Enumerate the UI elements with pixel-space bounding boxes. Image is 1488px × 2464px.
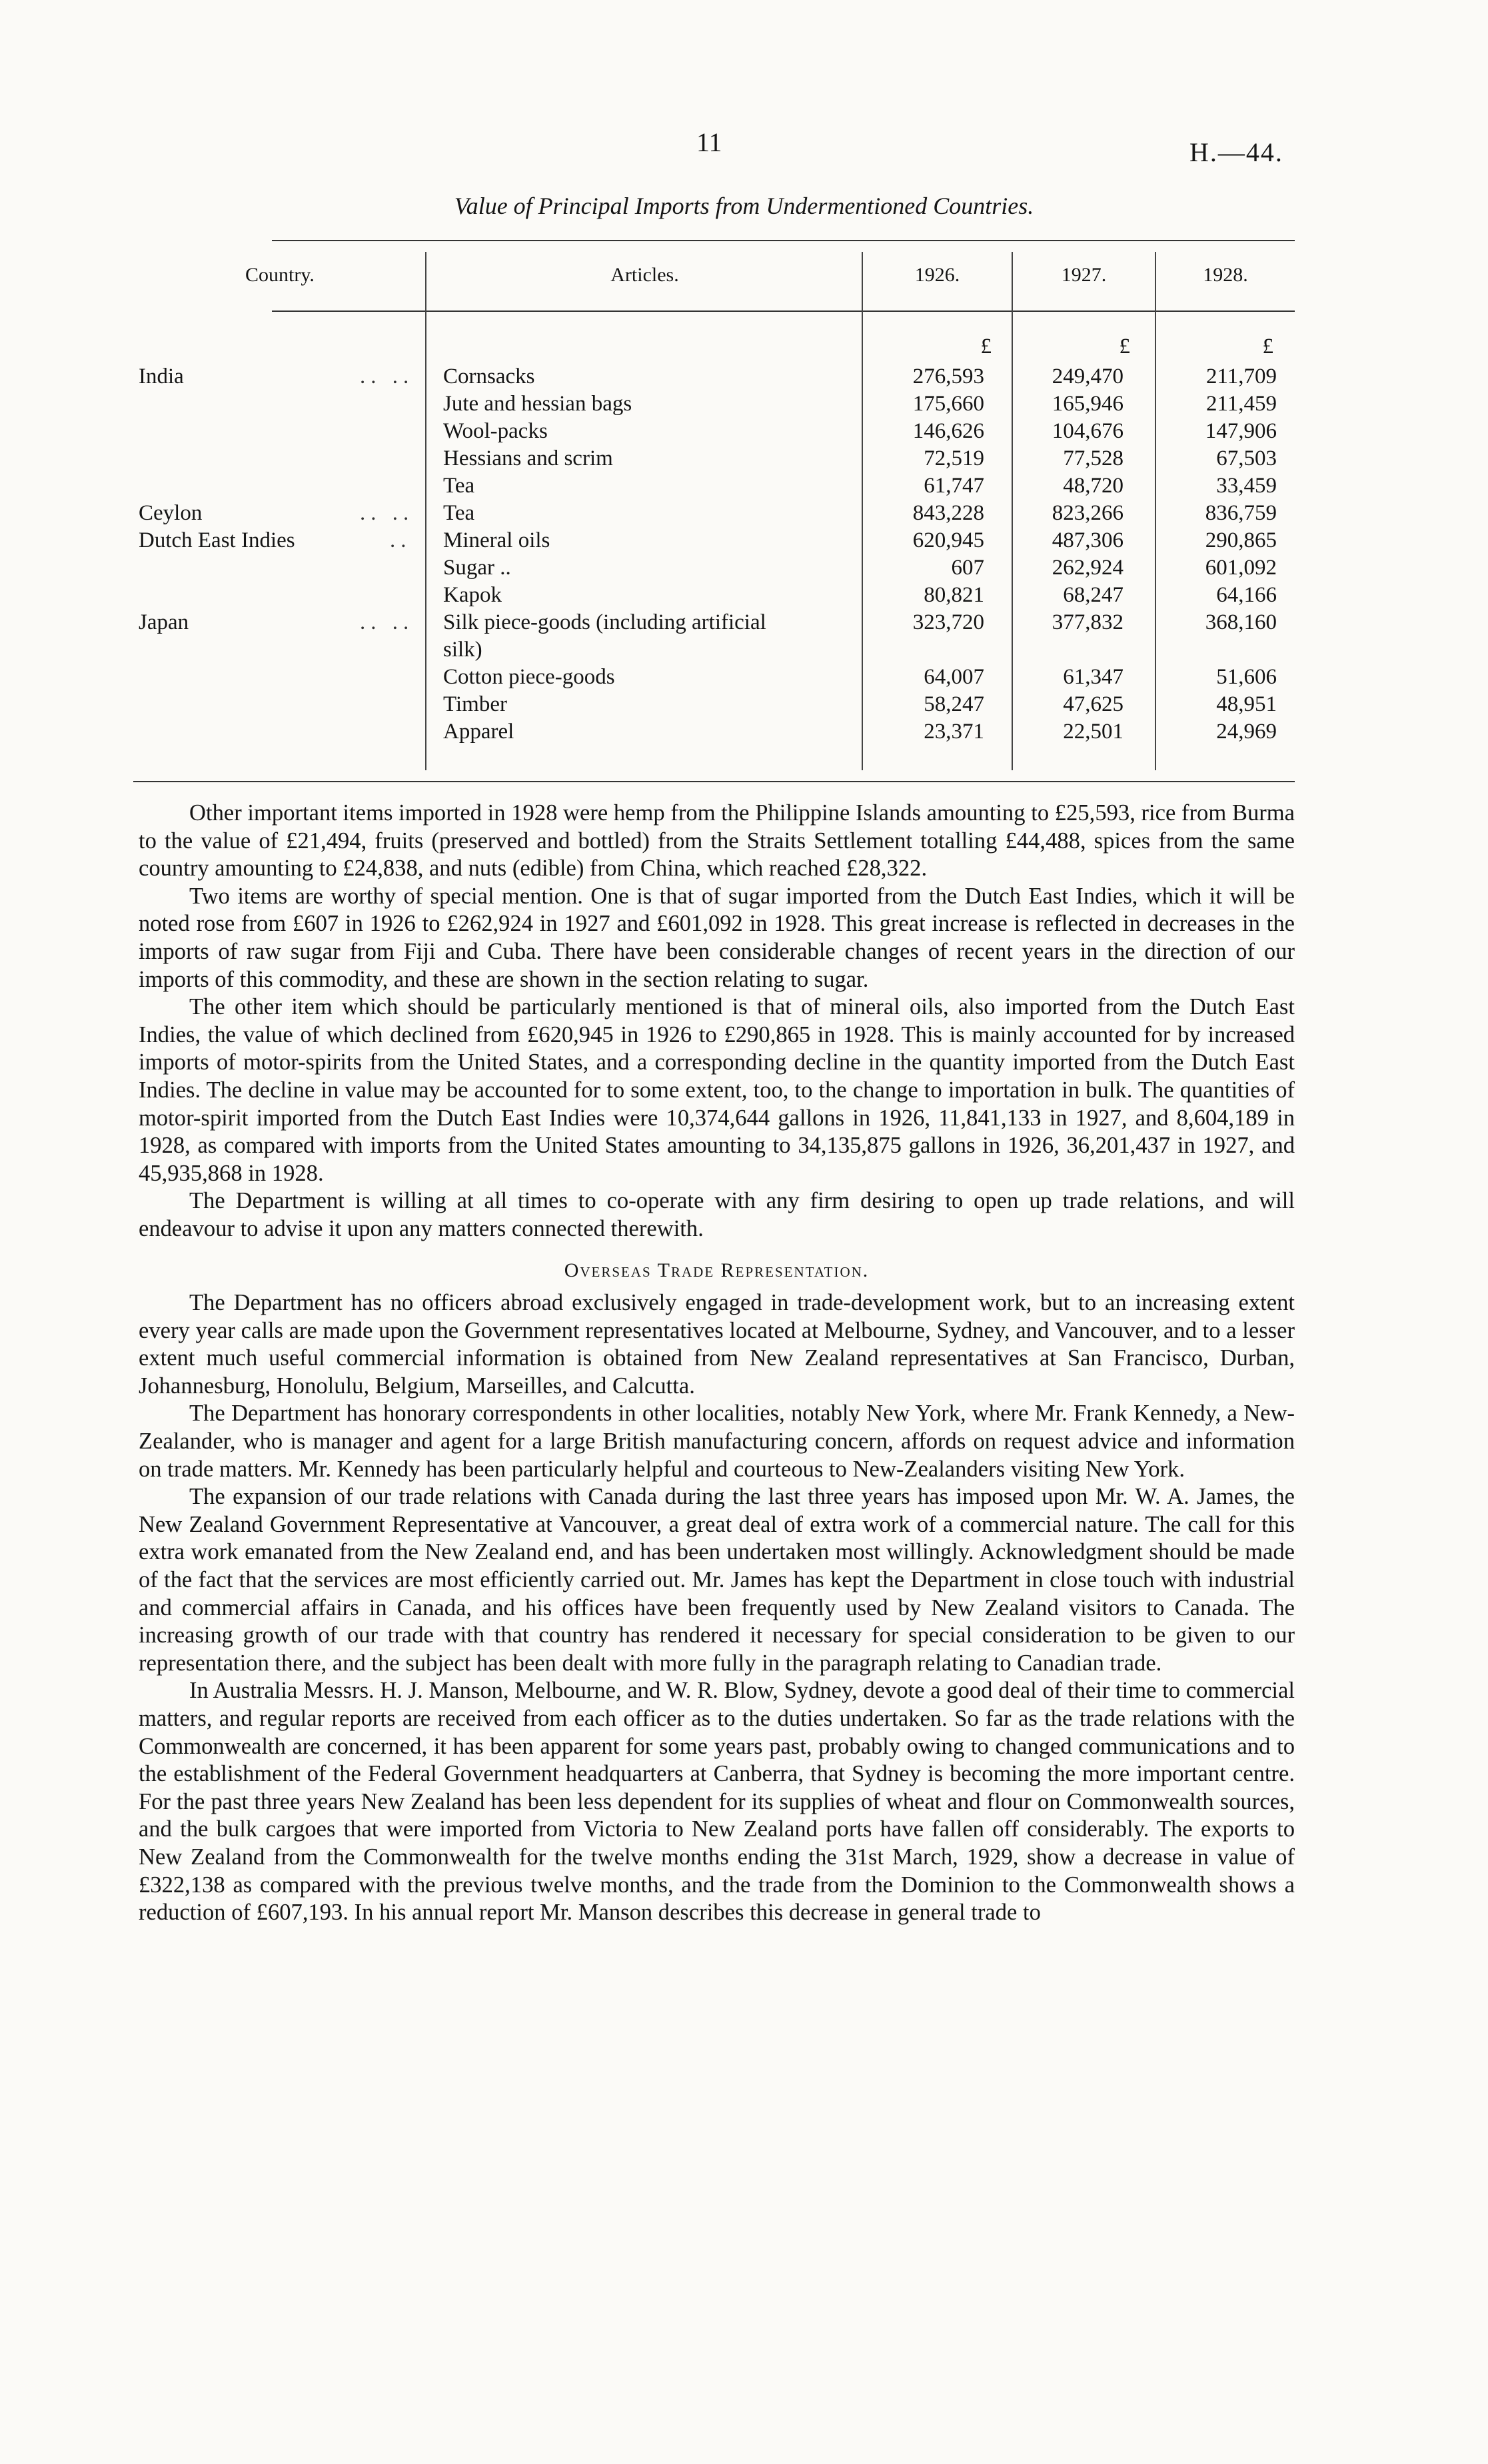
table-row-article: Kapok [443,583,502,607]
table-row-value-1927: 165,946 [1052,392,1123,416]
paragraph-canada: The expansion of our trade relations with Canada during the last three years has imposed upon Mr. W. A. James, the New Zealand Government Representative at Vancouver, a great deal of extra work of a commercial nature. The call for this extra work emanated from the New Zealand end, and has been undertaken most willingly. Acknowledgment should be made of the fact that the services are most efficiently carried out. Mr. James has kept the Department in close touch with industrial and commercial affairs in Canada, and his offices have been frequently used by New Zealand visitors to Canada. The increasing growth of our trade with that country has rendered it necessary for special consideration to be given to our representation there, and the subject has been dealt with more fully in the paragraph relating to Canadian trade. [139,1484,1295,1676]
table-row-value-1927: 487,306 [1052,528,1123,552]
table-row-value-1926: 61,747 [924,474,984,498]
paragraph-officers-abroad: The Department has no officers abroad exclusively engaged in trade-development work, but to an increasing extent every year calls are made upon the Government representatives located at Melbourne, Sydney, and Vancouver, and to a lesser extent much useful commercial information is obtained from New Zealand representatives at San Francisco, Durban, Johannesburg, Honolulu, Belgium, Marseilles, and Calcutta. [139,1290,1295,1399]
leader-dots: .. [390,528,412,552]
table-row-value-1926: 80,821 [924,583,984,607]
table-row-article: Silk piece-goods (including artificial [443,610,766,634]
table-row-country: Ceylon [139,501,203,525]
table-row-value-1927: 48,720 [1063,474,1123,498]
table-row-value-1927: 68,247 [1063,583,1123,607]
table-row-value-1927: 104,676 [1052,419,1123,443]
table-row-value-1926: 607 [951,556,984,580]
paragraph-other-imports: Other important items imported in 1928 were hemp from the Philippine Islands amounting to £25,593, rice from Burma to the value of £21,494, fruits (preserved and bottled) from the Straits Settlement totalling £44,488, spices from the same country amounting to £24,838, and nuts (edible) from China, which reached £28,322. [139,800,1295,882]
table-row-article: Timber [443,692,507,716]
table-row-value-1928: 51,606 [1216,665,1277,689]
table-row-value-1926: 620,945 [912,528,984,552]
table-row-article: Jute and hessian bags [443,392,632,416]
table-row-value-1928: 211,709 [1205,364,1277,388]
paragraph-australia: In Australia Messrs. H. J. Manson, Melbourne, and W. R. Blow, Sydney, devote a good deal of their time to commercial matters, and regular reports are received from each officer as to the duties undertaken. So far as the trade relations with the Commonwealth are concerned, it has been apparent for some years past, probably owing to changed communications and to the establishment of the Federal Government headquarters at Canberra, that Sydney is becoming the more important centre. For the past three years New Zealand has been less dependent for its supplies of wheat and flour on Commonwealth sources, and the bulk cargoes that were imported from Victoria to New Zealand ports have fallen off considerably. The exports to New Zealand from the Commonwealth for the twelve months ending the 31st March, 1929, show a decrease in value of £322,138 as compared with the previous twelve months, and the trade from the Dominion to the Commonwealth shows a reduction of £607,193. In his annual report Mr. Manson describes this decrease in general trade to [139,1678,1295,1926]
table-row-value-1928: 147,906 [1205,419,1277,443]
table-row-value-1928: 290,865 [1205,528,1277,552]
table-row-value-1927: 61,347 [1063,665,1123,689]
table-row-value-1926: 843,228 [912,501,984,525]
column-divider-1 [425,252,426,770]
table-row-article: Cotton piece-goods [443,665,615,689]
table-row-value-1927: 77,528 [1063,446,1123,470]
table-row-value-1927: 249,470 [1052,364,1123,388]
document-reference: H.—44. [1189,137,1283,167]
table-row-country: India [139,364,184,388]
table-row-value-1928: 67,503 [1216,446,1277,470]
paragraph-mineral-oils: The other item which should be particularly mentioned is that of mineral oils, also imported from the Dutch East Indies, the value of which declined from £620,945 in 1926 to £290,865 in 1928. This is mainly accounted for by increased imports of motor-spirits from the United States, and a corresponding decline in the quantity imported from the Dutch East Indies. The decline in value may be accounted for to some extent, too, to the change to importation in bulk. The quantities of motor-spirit imported from the Dutch East Indies were 10,374,644 gallons in 1926, 11,841,133 in 1927, and 8,604,189 in 1928, as compared with imports from the United States amounting to 34,135,875 gallons in 1926, 36,201,437 in 1927, and 45,935,868 in 1928. [139,994,1295,1186]
table-row-value-1926: 146,626 [912,419,984,443]
header-1928: 1928. [1203,264,1248,286]
table-row-country: Dutch East Indies [139,528,295,552]
table-bottom-rule [133,781,1295,782]
table-row-value-1928: 24,969 [1216,720,1277,744]
header-country: Country. [245,264,315,286]
unit-1927: £ [1119,334,1130,358]
leader-dots: .. .. [360,501,414,525]
table-row-value-1927: 262,924 [1052,556,1123,580]
table-row-value-1926: 175,660 [912,392,984,416]
paragraph-honorary-correspondents: The Department has honorary correspondents in other localities, notably New York, where Mr. Frank Kennedy, a New-Zealander, who is manager and agent for a large British manufacturing concern, affords on request advice and information on trade matters. Mr. Kennedy has been particularly helpful and courteous to New-Zealanders visiting New York. [139,1401,1295,1482]
table-row-value-1928: 836,759 [1205,501,1277,525]
table-row-value-1928: 33,459 [1216,474,1277,498]
table-row-value-1926: 23,371 [924,720,984,744]
section-heading: Overseas Trade Representation. [564,1259,870,1281]
header-1927: 1927. [1061,264,1107,286]
table-row-article: Wool-packs [443,419,548,443]
table-row-value-1926: 64,007 [924,665,984,689]
leader-dots: .. .. [360,610,414,634]
column-divider-4 [1155,252,1156,770]
page-number: 11 [696,127,722,157]
table-row-article: Mineral oils [443,528,550,552]
table-row-country: Japan [139,610,189,634]
table-row-value-1928: 211,459 [1205,392,1277,416]
table-row-article: Tea [443,474,475,498]
column-divider-3 [1012,252,1013,770]
table-row-value-1928: 64,166 [1216,583,1277,607]
table-row-article: Sugar .. [443,556,511,580]
table-row-value-1927: 22,501 [1063,720,1123,744]
table-top-rule [272,240,1295,241]
table-row-value-1926: 323,720 [912,610,984,634]
column-divider-2 [862,252,863,770]
table-row-value-1927: 47,625 [1063,692,1123,716]
unit-1926: £ [980,334,992,358]
paragraph-department: The Department is willing at all times to co-operate with any firm desiring to open up trade relations, and will endeavour to advise it upon any matters connected therewith. [139,1188,1295,1241]
table-row-article: Apparel [443,720,514,744]
table-row-article: Hessians and scrim [443,446,613,470]
table-row-value-1928: 601,092 [1205,556,1277,580]
table-row-article: silk) [443,638,482,662]
table-row-value-1928: 368,160 [1205,610,1277,634]
table-row-value-1926: 58,247 [924,692,984,716]
table-row-value-1926: 276,593 [912,364,984,388]
table-row-value-1926: 72,519 [924,446,984,470]
table-title: Value of Principal Imports from Undermentioned Countries. [454,193,1034,219]
table-row-article: Cornsacks [443,364,535,388]
leader-dots: .. .. [360,364,414,388]
table-row-value-1927: 377,832 [1052,610,1123,634]
paragraph-sugar: Two items are worthy of special mention. One is that of sugar imported from the Dutch East Indies, which it will be noted rose from £607 in 1926 to £262,924 in 1927 and £601,092 in 1928. This great increase is reflected in decreases in the imports of raw sugar from Fiji and Cuba. There have been considerable changes of recent years in the direction of our imports of this commodity, and these are shown in the section relating to sugar. [139,883,1295,992]
body-text [139,800,1295,1927]
table-row-value-1927: 823,266 [1052,501,1123,525]
table-row-value-1928: 48,951 [1216,692,1277,716]
header-articles: Articles. [610,264,679,286]
unit-1928: £ [1262,334,1273,358]
header-1926: 1926. [914,264,960,286]
table-row-article: Tea [443,501,475,525]
